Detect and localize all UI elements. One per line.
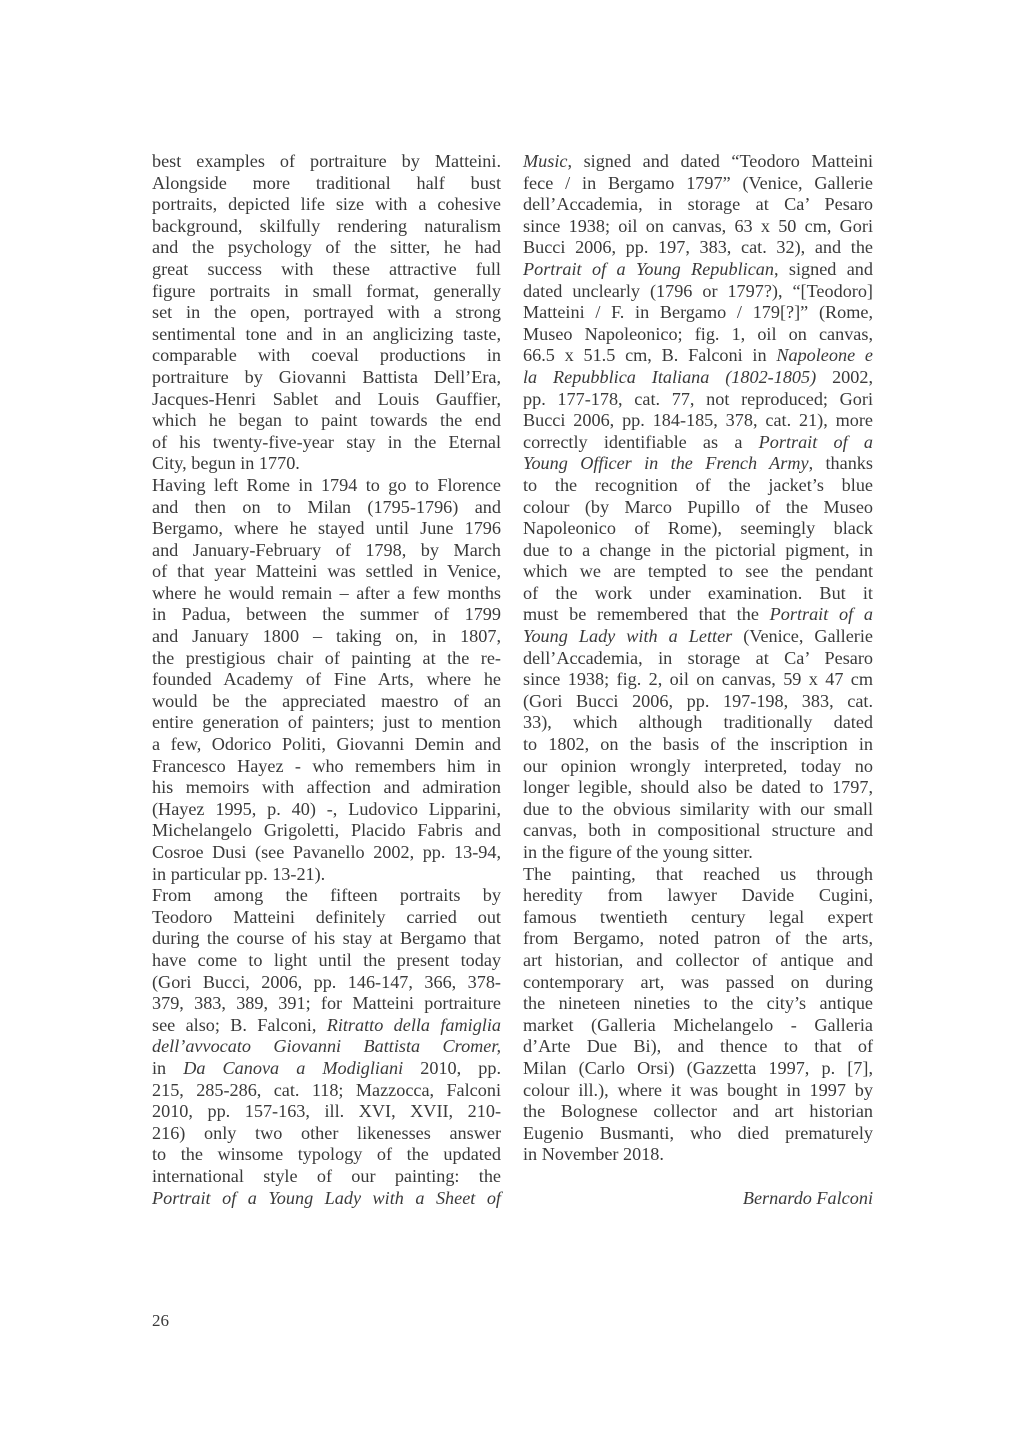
text-line: correctly identifiable as a Portrait of a: [523, 431, 873, 452]
text-line: great success with these attractive full: [152, 258, 501, 279]
italic-title: Portrait of a: [769, 604, 873, 625]
text-line: 216) only two other likenesses answer: [152, 1122, 501, 1143]
text-line: Matteini / F. in Bergamo / 179[?]” (Rome,: [523, 302, 873, 323]
text-line: market (Galleria Michelangelo - Galleria: [523, 1014, 873, 1035]
text-line: Teodoro Matteini definitely carried out: [152, 906, 501, 927]
text-line: art historian, and collector of antique and: [523, 949, 873, 970]
text-line: Napoleonico of Rome), seemingly black: [523, 518, 873, 539]
text-line: Having left Rome in 1794 to go to Florence: [152, 474, 501, 495]
right-text-column: [523, 151, 873, 1209]
text-line: Eugenio Busmanti, who died prematurely: [523, 1122, 873, 1143]
text-line: contemporary art, was passed on during: [523, 971, 873, 992]
text-line: a few, Odorico Politi, Giovanni Demin and: [152, 734, 501, 755]
text-line: and January 1800 – taking on, in 1807,: [152, 626, 501, 647]
text-line: and then on to Milan (1795-1796) and: [152, 496, 501, 517]
text-line: longer legible, should also be dated to 1797,: [523, 777, 873, 798]
text-line: Young Officer in the French Army, thanks: [523, 453, 873, 474]
italic-title: Music: [523, 151, 568, 171]
text-line: founded Academy of Fine Arts, where he: [152, 669, 501, 690]
text-line: from Bergamo, noted patron of the arts,: [523, 928, 873, 949]
text-line: since 1938; oil on canvas, 63 x 50 cm, Gori: [523, 215, 873, 236]
text-line: fece / in Bergamo 1797” (Venice, Gallerie: [523, 172, 873, 193]
text-line: 66.5 x 51.5 cm, B. Falconi in Napoleone e: [523, 345, 873, 366]
text-line: Jacques-Henri Sablet and Louis Gauffier,: [152, 388, 501, 409]
text-line: international style of our painting: the: [152, 1165, 501, 1186]
text-line: our opinion wrongly interpreted, today no: [523, 755, 873, 776]
text-line: canvas, both in compositional structure and: [523, 820, 873, 841]
text-line: colour ill.), where it was bought in 1997 by: [523, 1079, 873, 1100]
text-line: in Padua, between the summer of 1799: [152, 604, 501, 625]
text-line: Music, signed and dated “Teodoro Matteini: [523, 151, 873, 171]
text-line: entire generation of painters; just to mention: [152, 712, 501, 733]
text-line: heredity from lawyer Davide Cugini,: [523, 885, 873, 906]
text-line: 215, 285-286, cat. 118; Mazzocca, Falconi: [152, 1079, 501, 1100]
text-line: 379, 383, 389, 391; for Matteini portraiture: [152, 993, 501, 1014]
text-line: the nineteen nineties to the city’s antique: [523, 993, 873, 1014]
text-line: Young Lady with a Letter (Venice, Gallerie: [523, 626, 873, 647]
text-line: portraiture by Giovanni Battista Dell’Era,: [152, 366, 501, 387]
text-line: (Gori Bucci 2006, pp. 197-198, 383, cat.: [523, 690, 873, 711]
left-text-column: [152, 151, 501, 1209]
text-line: Bucci 2006, pp. 197, 383, cat. 32), and the: [523, 237, 873, 258]
text-line: and the psychology of the sitter, he had: [152, 237, 501, 258]
text-line: Bergamo, where he stayed until June 1796: [152, 518, 501, 539]
text-line: The painting, that reached us through: [523, 863, 873, 884]
text-line: which he began to paint towards the end: [152, 410, 501, 431]
text-line: (Hayez 1995, p. 40) -, Ludovico Lipparini,: [152, 798, 501, 819]
italic-title: Young Lady with a Letter: [523, 626, 733, 647]
text-line: Museo Napoleonico; fig. 1, oil on canvas,: [523, 323, 873, 344]
text-line: since 1938; fig. 2, oil on canvas, 59 x 47 cm: [523, 669, 873, 690]
text-line: figure portraits in small format, generally: [152, 280, 501, 301]
text-line: colour (by Marco Pupillo of the Museo: [523, 496, 873, 517]
italic-title: la Repubblica Italiana (1802-1805): [523, 366, 817, 387]
italic-title: Napoleone e: [776, 345, 873, 366]
text-line: in particular pp. 13-21).: [152, 863, 326, 884]
text-line: to 1802, on the basis of the inscription in: [523, 734, 873, 755]
italic-title: Ritratto della famiglia: [326, 1014, 501, 1035]
text-line: best examples of portraiture by Matteini.: [152, 151, 501, 171]
text-line: due to the obvious similarity with our small: [523, 798, 873, 819]
text-line: dell’Accademia, in storage at Ca’ Pesaro: [523, 194, 873, 215]
page-number: 26: [152, 1311, 169, 1330]
text-line: 33), which although traditionally dated: [523, 712, 873, 733]
italic-title: dell’avvocato Giovanni Battista Cromer,: [152, 1036, 501, 1057]
text-line: Portrait of a Young Republican, signed and: [523, 258, 873, 279]
text-line: pp. 177-178, cat. 77, not reproduced; Gori: [523, 388, 873, 409]
text-line: Michelangelo Grigoletti, Placido Fabris and: [152, 820, 501, 841]
text-line: the Bolognese collector and art historian: [523, 1101, 873, 1122]
text-line: set in the open, portrayed with a strong: [152, 302, 501, 323]
text-line: and January-February of 1798, by March: [152, 539, 501, 560]
text-line: where he would remain – after a few months: [152, 582, 501, 603]
text-line: Milan (Carlo Orsi) (Gazzetta 1997, p. [7],: [523, 1057, 873, 1078]
text-line: his memoirs with affection and admiration: [152, 777, 501, 798]
italic-title: Portrait of a Young Lady with a Sheet of: [152, 1187, 501, 1208]
italic-title: Da Canova a Modigliani: [183, 1057, 404, 1078]
text-line: [152, 1036, 501, 1058]
text-line: to the winsome typology of the updated: [152, 1144, 501, 1165]
text-line: background, skilfully rendering naturalism: [152, 215, 501, 236]
text-line: due to a change in the pictorial pigment, in: [523, 539, 873, 560]
text-line: in Da Canova a Modigliani 2010, pp.: [152, 1057, 502, 1078]
text-line: comparable with coeval productions in: [152, 345, 501, 366]
text-line: dated unclearly (1796 or 1797?), “[Teodoro]: [523, 280, 873, 301]
text-line: during the course of his stay at Bergamo that: [152, 928, 501, 949]
text-line: in the figure of the young sitter.: [523, 842, 753, 862]
text-line: Cosroe Dusi (see Pavanello 2002, pp. 13-94,: [152, 842, 501, 862]
italic-title: Young Officer in the French Army: [523, 453, 809, 474]
text-line: d’Arte Due Bi), and thence to that of: [523, 1036, 873, 1057]
text-line: in November 2018.: [523, 1144, 664, 1165]
text-line: From among the fifteen portraits by: [152, 885, 501, 906]
author-signature: [523, 1188, 873, 1210]
blank-line: [523, 1166, 873, 1188]
text-line: have come to light until the present today: [152, 949, 501, 970]
text-line: [152, 1188, 501, 1210]
text-line: of the work under examination. But it: [523, 582, 873, 603]
text-line: (Gori Bucci, 2006, pp. 146-147, 366, 378-: [152, 971, 501, 992]
text-line: see also; B. Falconi, Ritratto della famiglia: [152, 1014, 501, 1035]
text-line: dell’Accademia, in storage at Ca’ Pesaro: [523, 647, 873, 668]
text-line: 2010, pp. 157-163, ill. XVI, XVII, 210-: [152, 1101, 501, 1122]
text-line: must be remembered that the Portrait of a: [523, 604, 873, 625]
text-line: of that year Matteini was settled in Venice,: [152, 561, 501, 582]
text-line: City, begun in 1770.: [152, 453, 300, 474]
text-line: Francesco Hayez - who remembers him in: [152, 755, 501, 776]
text-line: to the recognition of the jacket’s blue: [523, 474, 873, 495]
italic-title: Portrait of a: [758, 431, 873, 452]
text-line: which we are tempted to see the pendant: [523, 561, 873, 582]
italic-title: Bernardo Falconi: [742, 1187, 873, 1208]
text-line: portraits, depicted life size with a cohesive: [152, 194, 501, 215]
text-line: famous twentieth century legal expert: [523, 906, 873, 927]
text-line: Bucci 2006, pp. 184-185, 378, cat. 21), more: [523, 410, 873, 431]
text-line: la Repubblica Italiana (1802-1805) 2002,: [523, 366, 873, 387]
text-line: the prestigious chair of painting at the re-: [152, 647, 501, 668]
italic-title: Portrait of a Young Republican: [523, 258, 774, 279]
text-line: would be the appreciated maestro of an: [152, 690, 501, 711]
text-line: Alongside more traditional half bust: [152, 172, 501, 193]
text-line: of his twenty-five-year stay in the Eternal: [152, 431, 501, 452]
text-line: sentimental tone and in an anglicizing taste,: [152, 323, 501, 344]
